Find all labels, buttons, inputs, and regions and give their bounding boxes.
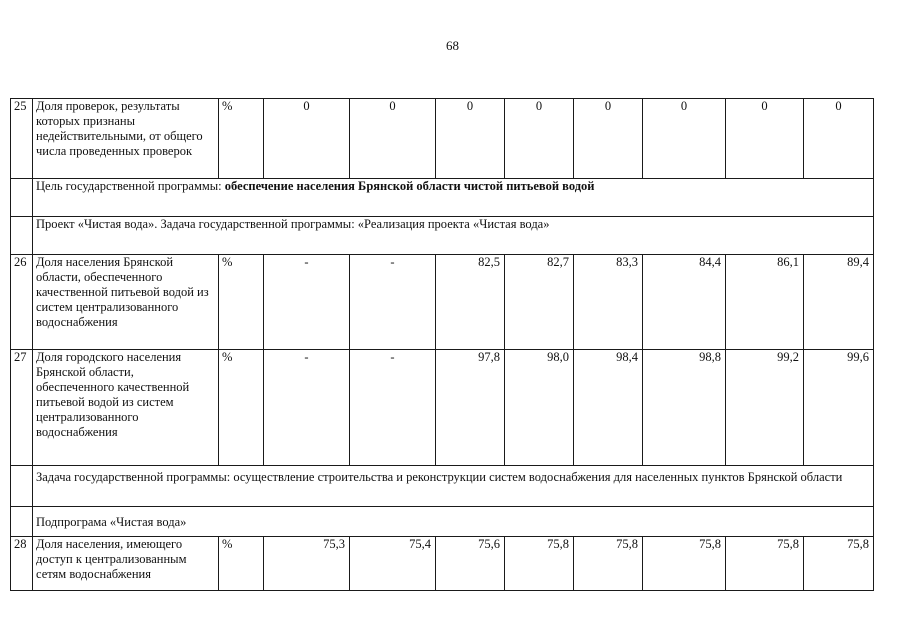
section-row	[11, 507, 874, 537]
table-row	[11, 99, 874, 179]
value-cell: 99,2	[726, 350, 804, 466]
section-text: Подпрограма «Чистая вода»	[33, 507, 874, 537]
row-number: 25	[11, 99, 33, 179]
row-number: 26	[11, 255, 33, 350]
value-cell: 0	[574, 99, 643, 179]
row-number: 27	[11, 350, 33, 466]
value-cell: -	[264, 350, 350, 466]
unit-cell: %	[219, 255, 264, 350]
value-cell: 0	[505, 99, 574, 179]
value-cell: 97,8	[436, 350, 505, 466]
value-cell: 75,8	[643, 537, 726, 591]
goal-text	[33, 179, 874, 217]
table-row	[11, 255, 874, 350]
value-cell: 98,0	[505, 350, 574, 466]
value-cell: 98,8	[643, 350, 726, 466]
section-text: Задача государственной программы: осуществление строительства и реконструкции систем водоснабжения для населенных пунктов Брянской области	[33, 466, 874, 507]
value-cell: 75,8	[804, 537, 874, 591]
value-cell: 82,7	[505, 255, 574, 350]
indicator-name: Доля городского населения Брянской области, обеспеченного качественной питьевой водой из систем централизованного водоснабжения	[33, 350, 219, 466]
value-cell: 75,8	[505, 537, 574, 591]
value-cell: 86,1	[726, 255, 804, 350]
indicator-name: Доля населения Брянской области, обеспеченного качественной питьевой водой из систем централизованного водоснабжения	[33, 255, 219, 350]
page-number: 68	[446, 38, 459, 53]
value-cell: 0	[804, 99, 874, 179]
value-cell: -	[350, 255, 436, 350]
section-row	[11, 466, 874, 507]
value-cell: 75,6	[436, 537, 505, 591]
table-row	[11, 350, 874, 466]
value-cell: 75,8	[574, 537, 643, 591]
indicator-name: Доля проверок, результаты которых признаны недействительными, от общего числа проведенных проверок	[33, 99, 219, 179]
value-cell: 0	[350, 99, 436, 179]
value-cell: 0	[643, 99, 726, 179]
value-cell: 75,4	[350, 537, 436, 591]
unit-cell: %	[219, 537, 264, 591]
value-cell: 99,6	[804, 350, 874, 466]
indicator-name: Доля населения, имеющего доступ к централизованным сетям водоснабжения	[33, 537, 219, 591]
indicators-table	[10, 98, 874, 591]
value-cell: 75,8	[726, 537, 804, 591]
value-cell: 84,4	[643, 255, 726, 350]
value-cell: 83,3	[574, 255, 643, 350]
value-cell: 82,5	[436, 255, 505, 350]
goal-bold-text: обеспечение населения Брянской области чистой питьевой водой	[224, 179, 595, 193]
goal-row	[11, 179, 874, 217]
value-cell: 75,3	[264, 537, 350, 591]
table-row	[11, 537, 874, 591]
value-cell: 89,4	[804, 255, 874, 350]
value-cell: 0	[264, 99, 350, 179]
row-number: 28	[11, 537, 33, 591]
unit-cell: %	[219, 99, 264, 179]
section-row	[11, 217, 874, 255]
value-cell: -	[350, 350, 436, 466]
goal-prefix: Цель государственной программы:	[36, 179, 225, 193]
value-cell: 98,4	[574, 350, 643, 466]
value-cell: 0	[436, 99, 505, 179]
section-text: Проект «Чистая вода». Задача государственной программы: «Реализация проекта «Чистая вода»	[33, 217, 874, 255]
value-cell: 0	[726, 99, 804, 179]
unit-cell: %	[219, 350, 264, 466]
value-cell: -	[264, 255, 350, 350]
